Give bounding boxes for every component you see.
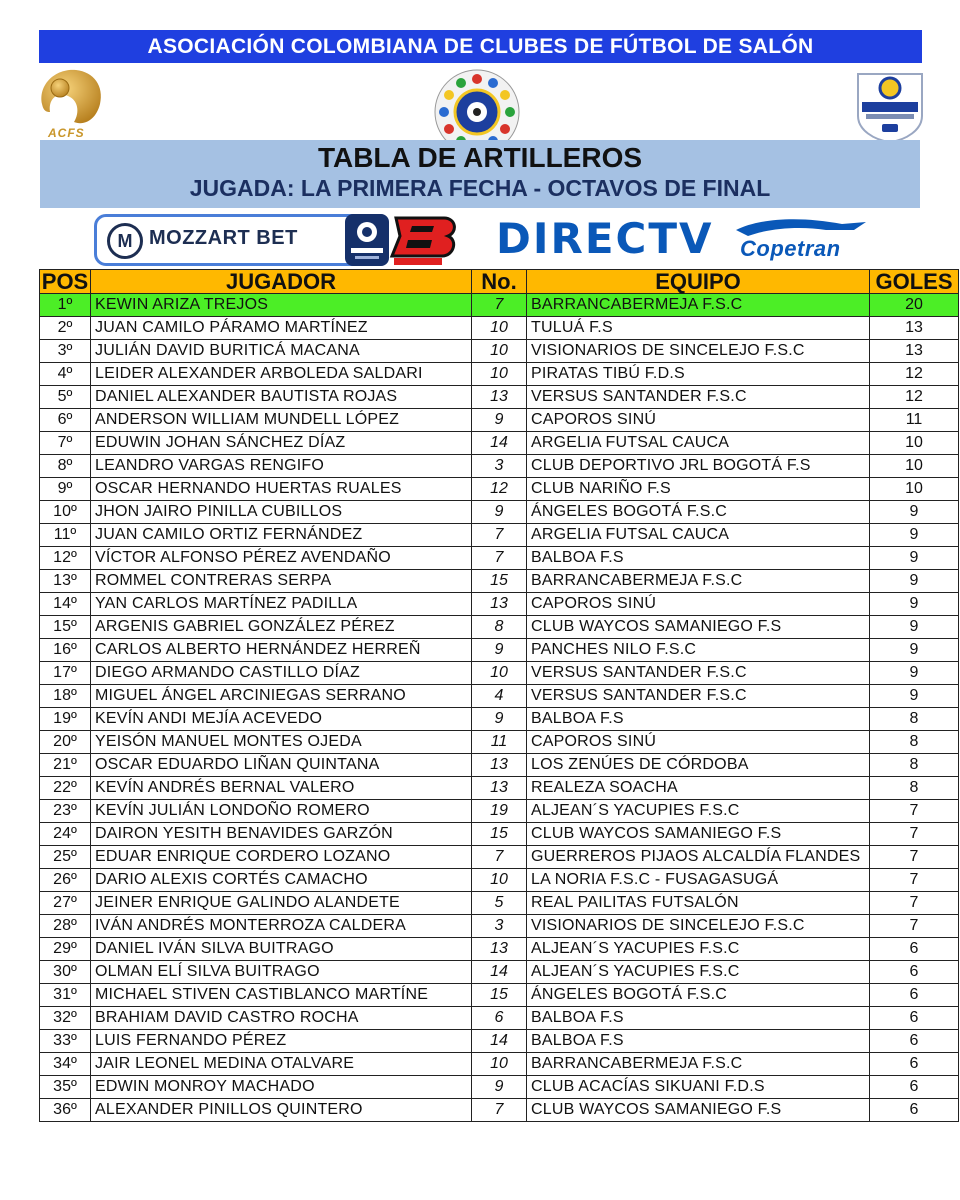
team-cell: VERSUS SANTANDER F.S.C <box>527 685 870 708</box>
goals-cell: 6 <box>870 1053 959 1076</box>
position-cell: 12º <box>40 547 91 570</box>
mozzart-bet-logo <box>94 214 388 266</box>
jersey-number-cell: 10 <box>472 869 527 892</box>
goals-cell: 9 <box>870 570 959 593</box>
player-name-cell: ARGENIS GABRIEL GONZÁLEZ PÉREZ <box>91 616 472 639</box>
player-name-cell: LEIDER ALEXANDER ARBOLEDA SALDARI <box>91 363 472 386</box>
table-row <box>40 363 959 386</box>
table-row <box>40 570 959 593</box>
jersey-number-cell: 10 <box>472 1053 527 1076</box>
position-cell: 3º <box>40 340 91 363</box>
jersey-number-cell: 7 <box>472 846 527 869</box>
goals-cell: 9 <box>870 501 959 524</box>
table-row <box>40 524 959 547</box>
table-row <box>40 754 959 777</box>
jersey-number-cell: 6 <box>472 1007 527 1030</box>
goals-cell: 12 <box>870 363 959 386</box>
position-cell: 19º <box>40 708 91 731</box>
team-cell: BALBOA F.S <box>527 1030 870 1053</box>
goals-cell: 6 <box>870 1007 959 1030</box>
jersey-number-cell: 7 <box>472 547 527 570</box>
player-name-cell: VÍCTOR ALFONSO PÉREZ AVENDAÑO <box>91 547 472 570</box>
position-cell: 25º <box>40 846 91 869</box>
goals-cell: 6 <box>870 961 959 984</box>
position-cell: 27º <box>40 892 91 915</box>
table-row <box>40 892 959 915</box>
player-name-cell: DANIEL IVÁN SILVA BUITRAGO <box>91 938 472 961</box>
jersey-number-cell: 14 <box>472 961 527 984</box>
player-name-cell: MICHAEL STIVEN CASTIBLANCO MARTÍNE <box>91 984 472 1007</box>
goals-cell: 9 <box>870 616 959 639</box>
jersey-number-cell: 10 <box>472 317 527 340</box>
table-row <box>40 846 959 869</box>
player-name-cell: LEANDRO VARGAS RENGIFO <box>91 455 472 478</box>
position-cell: 21º <box>40 754 91 777</box>
goals-cell: 6 <box>870 1099 959 1122</box>
player-name-cell: JHON JAIRO PINILLA CUBILLOS <box>91 501 472 524</box>
goals-cell: 9 <box>870 524 959 547</box>
table-row <box>40 409 959 432</box>
team-cell: CAPOROS SINÚ <box>527 593 870 616</box>
jersey-number-cell: 13 <box>472 386 527 409</box>
jersey-number-cell: 9 <box>472 409 527 432</box>
table-row <box>40 639 959 662</box>
goals-cell: 20 <box>870 294 959 317</box>
team-cell: PIRATAS TIBÚ F.D.S <box>527 363 870 386</box>
jersey-number-cell: 13 <box>472 938 527 961</box>
goals-cell: 7 <box>870 915 959 938</box>
player-name-cell: JAIR LEONEL MEDINA OTALVARE <box>91 1053 472 1076</box>
team-cell: GUERREROS PIJAOS ALCALDÍA FLANDES <box>527 846 870 869</box>
title-box <box>40 140 920 208</box>
goals-cell: 10 <box>870 478 959 501</box>
player-name-cell: OSCAR EDUARDO LIÑAN QUINTANA <box>91 754 472 777</box>
team-cell: LA NORIA F.S.C - FUSAGASUGÁ <box>527 869 870 892</box>
team-cell: BARRANCABERMEJA F.S.C <box>527 294 870 317</box>
balten-logo-icon <box>382 210 462 268</box>
goals-cell: 6 <box>870 984 959 1007</box>
jersey-number-cell: 15 <box>472 823 527 846</box>
position-cell: 10º <box>40 501 91 524</box>
team-cell: VISIONARIOS DE SINCELEJO F.S.C <box>527 915 870 938</box>
goals-cell: 8 <box>870 754 959 777</box>
table-row <box>40 1076 959 1099</box>
team-cell: CLUB DEPORTIVO JRL BOGOTÁ F.S <box>527 455 870 478</box>
team-cell: ALJEAN´S YACUPIES F.S.C <box>527 961 870 984</box>
position-cell: 26º <box>40 869 91 892</box>
position-cell: 9º <box>40 478 91 501</box>
table-row <box>40 455 959 478</box>
position-cell: 11º <box>40 524 91 547</box>
jersey-number-cell: 15 <box>472 570 527 593</box>
table-row <box>40 1099 959 1122</box>
table-row <box>40 984 959 1007</box>
team-cell: VERSUS SANTANDER F.S.C <box>527 662 870 685</box>
position-cell: 14º <box>40 593 91 616</box>
player-name-cell: KEVÍN JULIÁN LONDOÑO ROMERO <box>91 800 472 823</box>
table-row <box>40 1053 959 1076</box>
team-cell: ALJEAN´S YACUPIES F.S.C <box>527 938 870 961</box>
goals-cell: 10 <box>870 432 959 455</box>
position-cell: 17º <box>40 662 91 685</box>
player-name-cell: YAN CARLOS MARTÍNEZ PADILLA <box>91 593 472 616</box>
team-cell: CLUB WAYCOS SAMANIEGO F.S <box>527 823 870 846</box>
jersey-number-cell: 3 <box>472 915 527 938</box>
table-row <box>40 386 959 409</box>
team-cell: CAPOROS SINÚ <box>527 731 870 754</box>
team-cell: BALBOA F.S <box>527 1007 870 1030</box>
table-row <box>40 547 959 570</box>
jersey-number-cell: 11 <box>472 731 527 754</box>
team-cell: CLUB WAYCOS SAMANIEGO F.S <box>527 616 870 639</box>
goals-cell: 7 <box>870 823 959 846</box>
table-row <box>40 478 959 501</box>
table-row <box>40 777 959 800</box>
column-header-goals: GOLES <box>870 270 959 294</box>
player-name-cell: EDWIN MONROY MACHADO <box>91 1076 472 1099</box>
goals-cell: 6 <box>870 1076 959 1099</box>
jersey-number-cell: 12 <box>472 478 527 501</box>
position-cell: 1º <box>40 294 91 317</box>
position-cell: 29º <box>40 938 91 961</box>
position-cell: 32º <box>40 1007 91 1030</box>
jersey-number-cell: 10 <box>472 662 527 685</box>
team-cell: CAPOROS SINÚ <box>527 409 870 432</box>
team-cell: CLUB WAYCOS SAMANIEGO F.S <box>527 1099 870 1122</box>
acfs-logo-text: ACFS <box>48 126 85 140</box>
position-cell: 35º <box>40 1076 91 1099</box>
team-cell: CLUB NARIÑO F.S <box>527 478 870 501</box>
column-header-team: EQUIPO <box>527 270 870 294</box>
table-row-leader <box>40 294 959 317</box>
position-cell: 34º <box>40 1053 91 1076</box>
goals-cell: 7 <box>870 892 959 915</box>
table-row <box>40 317 959 340</box>
team-cell: TULUÁ F.S <box>527 317 870 340</box>
player-name-cell: JULIÁN DAVID BURITICÁ MACANA <box>91 340 472 363</box>
goals-cell: 10 <box>870 455 959 478</box>
position-cell: 18º <box>40 685 91 708</box>
jersey-number-cell: 10 <box>472 363 527 386</box>
team-cell: ARGELIA FUTSAL CAUCA <box>527 524 870 547</box>
player-name-cell: JEINER ENRIQUE GALINDO ALANDETE <box>91 892 472 915</box>
team-cell: BALBOA F.S <box>527 708 870 731</box>
mozzart-bet-text: MOZZART BET <box>149 227 298 249</box>
position-cell: 22º <box>40 777 91 800</box>
team-cell: REAL PAILITAS FUTSALÓN <box>527 892 870 915</box>
player-name-cell: DAIRON YESITH BENAVIDES GARZÓN <box>91 823 472 846</box>
jersey-number-cell: 19 <box>472 800 527 823</box>
goals-cell: 9 <box>870 547 959 570</box>
team-cell: BARRANCABERMEJA F.S.C <box>527 570 870 593</box>
position-cell: 36º <box>40 1099 91 1122</box>
position-cell: 30º <box>40 961 91 984</box>
table-row <box>40 938 959 961</box>
table-row <box>40 708 959 731</box>
player-name-cell: KEVÍN ANDI MEJÍA ACEVEDO <box>91 708 472 731</box>
page-subtitle: JUGADA: LA PRIMERA FECHA - OCTAVOS DE FINAL <box>189 175 771 201</box>
team-cell: CLUB ACACÍAS SIKUANI F.D.S <box>527 1076 870 1099</box>
player-name-cell: DARIO ALEXIS CORTÉS CAMACHO <box>91 869 472 892</box>
mozzart-mark-icon: M <box>107 223 143 259</box>
directv-logo: DIRECTV <box>496 214 714 263</box>
jersey-number-cell: 9 <box>472 708 527 731</box>
position-cell: 7º <box>40 432 91 455</box>
table-row <box>40 1007 959 1030</box>
goals-cell: 8 <box>870 731 959 754</box>
player-name-cell: OSCAR HERNANDO HUERTAS RUALES <box>91 478 472 501</box>
position-cell: 4º <box>40 363 91 386</box>
jersey-number-cell: 7 <box>472 524 527 547</box>
player-name-cell: IVÁN ANDRÉS MONTERROZA CALDERA <box>91 915 472 938</box>
jersey-number-cell: 15 <box>472 984 527 1007</box>
position-cell: 23º <box>40 800 91 823</box>
player-name-cell: DIEGO ARMANDO CASTILLO DÍAZ <box>91 662 472 685</box>
jersey-number-cell: 5 <box>472 892 527 915</box>
association-banner: ASOCIACIÓN COLOMBIANA DE CLUBES DE FÚTBOL DE SALÓN <box>39 30 922 63</box>
team-cell: ARGELIA FUTSAL CAUCA <box>527 432 870 455</box>
position-cell: 5º <box>40 386 91 409</box>
team-cell: ÁNGELES BOGOTÁ F.S.C <box>527 501 870 524</box>
goals-cell: 11 <box>870 409 959 432</box>
jersey-number-cell: 3 <box>472 455 527 478</box>
goals-cell: 7 <box>870 800 959 823</box>
player-name-cell: CARLOS ALBERTO HERNÁNDEZ HERREÑ <box>91 639 472 662</box>
team-cell: REALEZA SOACHA <box>527 777 870 800</box>
column-header-pos: POS <box>40 270 91 294</box>
player-name-cell: JUAN CAMILO ORTIZ FERNÁNDEZ <box>91 524 472 547</box>
team-cell: LOS ZENÚES DE CÓRDOBA <box>527 754 870 777</box>
table-row <box>40 915 959 938</box>
superliga-logo-icon <box>852 66 928 144</box>
goals-cell: 8 <box>870 777 959 800</box>
player-name-cell: JUAN CAMILO PÁRAMO MARTÍNEZ <box>91 317 472 340</box>
jersey-number-cell: 9 <box>472 1076 527 1099</box>
jersey-number-cell: 14 <box>472 432 527 455</box>
goals-cell: 12 <box>870 386 959 409</box>
goals-cell: 8 <box>870 708 959 731</box>
table-row <box>40 662 959 685</box>
column-header-player: JUGADOR <box>91 270 472 294</box>
player-name-cell: YEISÓN MANUEL MONTES OJEDA <box>91 731 472 754</box>
position-cell: 20º <box>40 731 91 754</box>
jersey-number-cell: 4 <box>472 685 527 708</box>
goals-cell: 9 <box>870 593 959 616</box>
position-cell: 33º <box>40 1030 91 1053</box>
goals-cell: 7 <box>870 846 959 869</box>
goals-cell: 6 <box>870 938 959 961</box>
player-name-cell: ALEXANDER PINILLOS QUINTERO <box>91 1099 472 1122</box>
goals-cell: 13 <box>870 340 959 363</box>
table-row <box>40 731 959 754</box>
player-name-cell: BRAHIAM DAVID CASTRO ROCHA <box>91 1007 472 1030</box>
table-row <box>40 501 959 524</box>
team-cell: ALJEAN´S YACUPIES F.S.C <box>527 800 870 823</box>
team-cell: PANCHES NILO F.S.C <box>527 639 870 662</box>
team-cell: BALBOA F.S <box>527 547 870 570</box>
jersey-number-cell: 13 <box>472 754 527 777</box>
table-row <box>40 593 959 616</box>
goals-cell: 13 <box>870 317 959 340</box>
table-row <box>40 869 959 892</box>
jersey-number-cell: 13 <box>472 777 527 800</box>
position-cell: 6º <box>40 409 91 432</box>
sponsor-strip <box>40 208 920 268</box>
table-row <box>40 340 959 363</box>
player-name-cell: OLMAN ELÍ SILVA BUITRAGO <box>91 961 472 984</box>
copetran-text: Copetran <box>740 236 841 261</box>
jersey-number-cell: 14 <box>472 1030 527 1053</box>
position-cell: 28º <box>40 915 91 938</box>
page-title: TABLA DE ARTILLEROS <box>317 142 643 173</box>
table-header-row <box>40 270 959 294</box>
team-cell: VISIONARIOS DE SINCELEJO F.S.C <box>527 340 870 363</box>
jersey-number-cell: 9 <box>472 501 527 524</box>
table-row <box>40 800 959 823</box>
goals-cell: 9 <box>870 685 959 708</box>
goals-cell: 7 <box>870 869 959 892</box>
goals-cell: 9 <box>870 662 959 685</box>
player-name-cell: KEWIN ARIZA TREJOS <box>91 294 472 317</box>
position-cell: 24º <box>40 823 91 846</box>
player-name-cell: DANIEL ALEXANDER BAUTISTA ROJAS <box>91 386 472 409</box>
table-row <box>40 685 959 708</box>
player-name-cell: ROMMEL CONTRERAS SERPA <box>91 570 472 593</box>
player-name-cell: KEVÍN ANDRÉS BERNAL VALERO <box>91 777 472 800</box>
table-row <box>40 823 959 846</box>
player-name-cell: ANDERSON WILLIAM MUNDELL LÓPEZ <box>91 409 472 432</box>
team-cell: ÁNGELES BOGOTÁ F.S.C <box>527 984 870 1007</box>
position-cell: 13º <box>40 570 91 593</box>
jersey-number-cell: 7 <box>472 294 527 317</box>
player-name-cell: LUIS FERNANDO PÉREZ <box>91 1030 472 1053</box>
position-cell: 8º <box>40 455 91 478</box>
goals-cell: 9 <box>870 639 959 662</box>
jersey-number-cell: 7 <box>472 1099 527 1122</box>
team-cell: BARRANCABERMEJA F.S.C <box>527 1053 870 1076</box>
position-cell: 31º <box>40 984 91 1007</box>
table-row <box>40 432 959 455</box>
position-cell: 16º <box>40 639 91 662</box>
position-cell: 15º <box>40 616 91 639</box>
table-row <box>40 1030 959 1053</box>
table-row <box>40 616 959 639</box>
player-name-cell: EDUWIN JOHAN SÁNCHEZ DÍAZ <box>91 432 472 455</box>
table-row <box>40 961 959 984</box>
jersey-number-cell: 8 <box>472 616 527 639</box>
team-cell: VERSUS SANTANDER F.S.C <box>527 386 870 409</box>
position-cell: 2º <box>40 317 91 340</box>
scorers-table <box>39 269 959 1122</box>
jersey-number-cell: 9 <box>472 639 527 662</box>
jersey-number-cell: 10 <box>472 340 527 363</box>
goals-cell: 6 <box>870 1030 959 1053</box>
column-header-number: No. <box>472 270 527 294</box>
player-name-cell: EDUAR ENRIQUE CORDERO LOZANO <box>91 846 472 869</box>
jersey-number-cell: 13 <box>472 593 527 616</box>
player-name-cell: MIGUEL ÁNGEL ARCINIEGAS SERRANO <box>91 685 472 708</box>
